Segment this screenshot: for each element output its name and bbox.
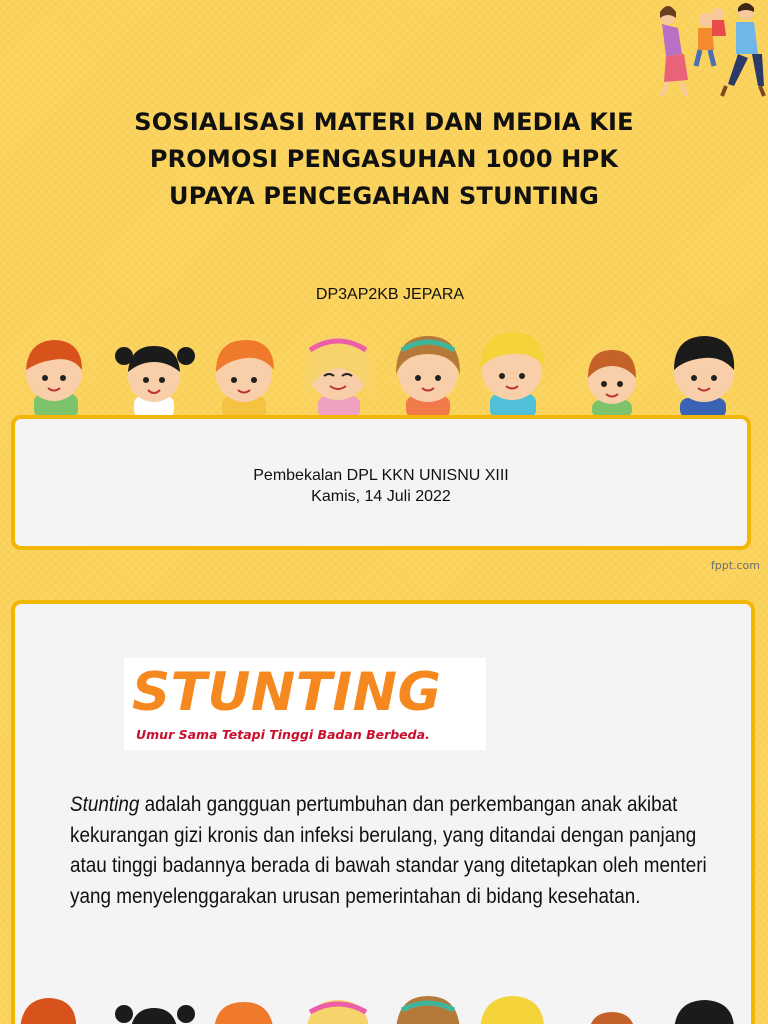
definition-paragraph	[70, 790, 718, 912]
event-name: Pembekalan DPL KKN UNISNU XIII	[253, 467, 509, 484]
organization-name: DP3AP2KB JEPARA	[315, 286, 465, 303]
slide-title	[84, 104, 684, 215]
logo-tagline: Umur Sama Tetapi Tinggi Badan Berbeda.	[136, 727, 430, 742]
stunting-logo	[124, 658, 486, 750]
definition-rest: adalah gangguan pertumbuhan dan perkembangan anak akibat kekurangan gizi kronis dan infeksi berulang, yang ditandai dengan panjang atau tinggi badannya berada di bawah standar yang ditetapkan oleh menteri yang menyelenggarakan urusan pemerintahan di bidang kesehatan.	[70, 793, 707, 908]
event-info-box	[11, 415, 751, 550]
definition-slide	[0, 590, 768, 1024]
family-illustration	[654, 2, 766, 112]
title-line-1: SOSIALISASI MATERI DAN MEDIA KIE	[134, 108, 634, 136]
watermark: fppt.com	[710, 559, 760, 572]
children-row-illustration-bottom	[0, 990, 768, 1024]
event-date: Kamis, 14 Juli 2022	[311, 488, 451, 505]
definition-lead: Stunting	[70, 793, 140, 816]
logo-word: STUNTING	[132, 662, 442, 723]
title-line-2: PROMOSI PENGASUHAN 1000 HPK	[149, 145, 619, 173]
title-line-3: UPAYA PENCEGAHAN STUNTING	[169, 182, 599, 210]
event-info-text	[15, 465, 747, 507]
children-row-illustration	[0, 328, 768, 428]
